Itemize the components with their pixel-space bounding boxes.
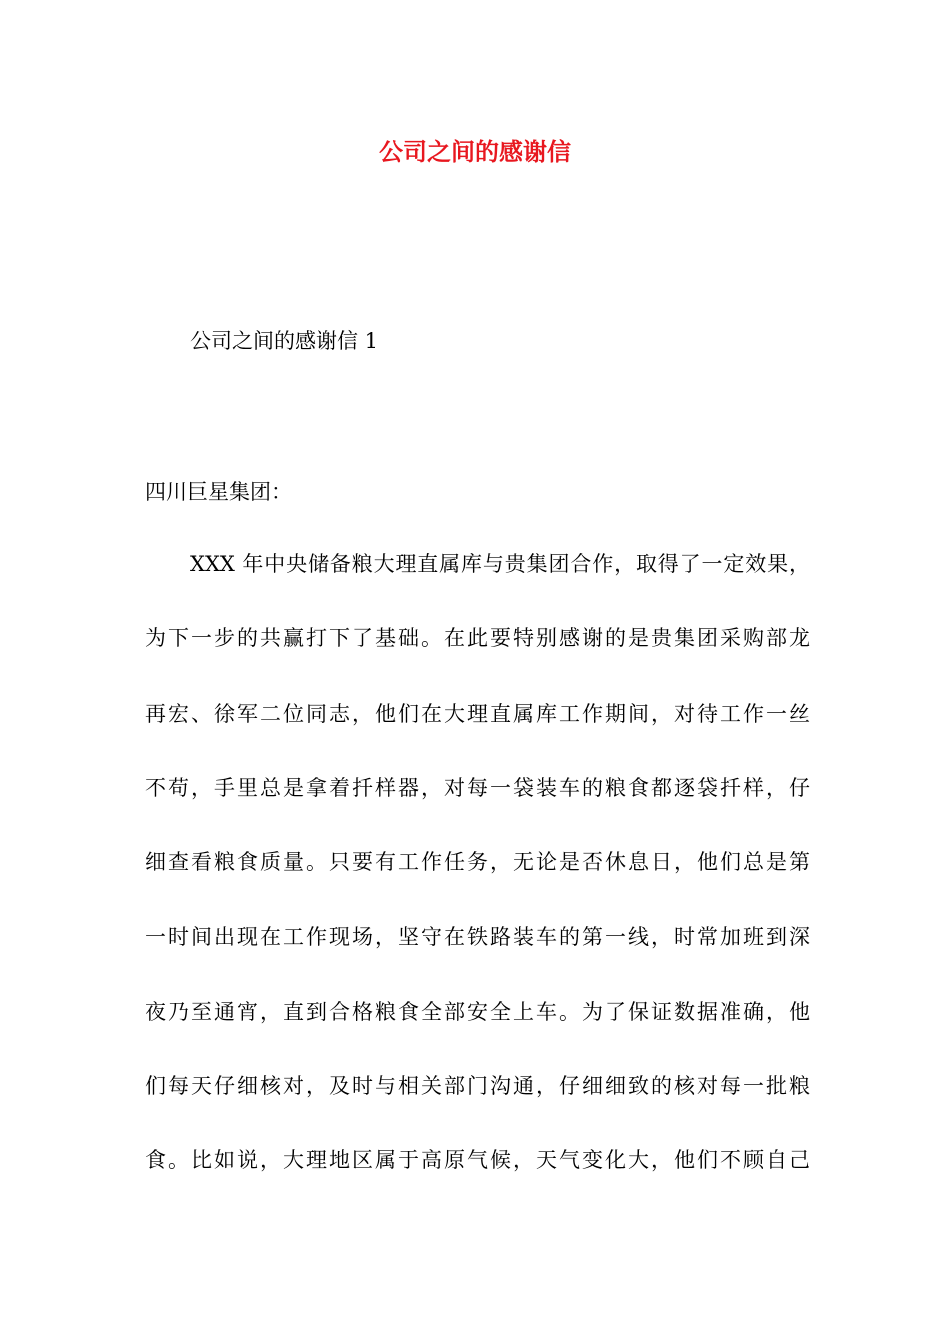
paragraph-line: 细查看粮食质量。只要有工作任务，无论是否休息日，他们总是第 xyxy=(145,850,810,874)
paragraph-line: 们每天仔细核对，及时与相关部门沟通，仔细细致的核对每一批粮 xyxy=(145,1074,810,1098)
paragraph-line: 夜乃至通宵，直到合格粮食全部安全上车。为了保证数据准确，他 xyxy=(145,1000,810,1024)
paragraph-line: 食。比如说，大理地区属于高原气候，天气变化大，他们不顾自己 xyxy=(145,1148,810,1172)
paragraph-line: 一时间出现在工作现场，坚守在铁路装车的第一线，时常加班到深 xyxy=(145,925,810,949)
letter-subtitle: 公司之间的感谢信 1 xyxy=(190,329,379,353)
document-title: 公司之间的感谢信 xyxy=(379,138,571,166)
paragraph-line: 再宏、徐军二位同志，他们在大理直属库工作期间，对待工作一丝 xyxy=(145,702,810,726)
salutation: 四川巨星集团： xyxy=(145,480,292,504)
paragraph-line: 不苟，手里总是拿着扦样器，对每一袋装车的粮食都逐袋扦样，仔 xyxy=(145,776,810,800)
paragraph-line: XXX 年中央储备粮大理直属库与贵集团合作，取得了一定效果， xyxy=(190,552,810,576)
paragraph-line: 为下一步的共赢打下了基础。在此要特别感谢的是贵集团采购部龙 xyxy=(145,626,810,650)
